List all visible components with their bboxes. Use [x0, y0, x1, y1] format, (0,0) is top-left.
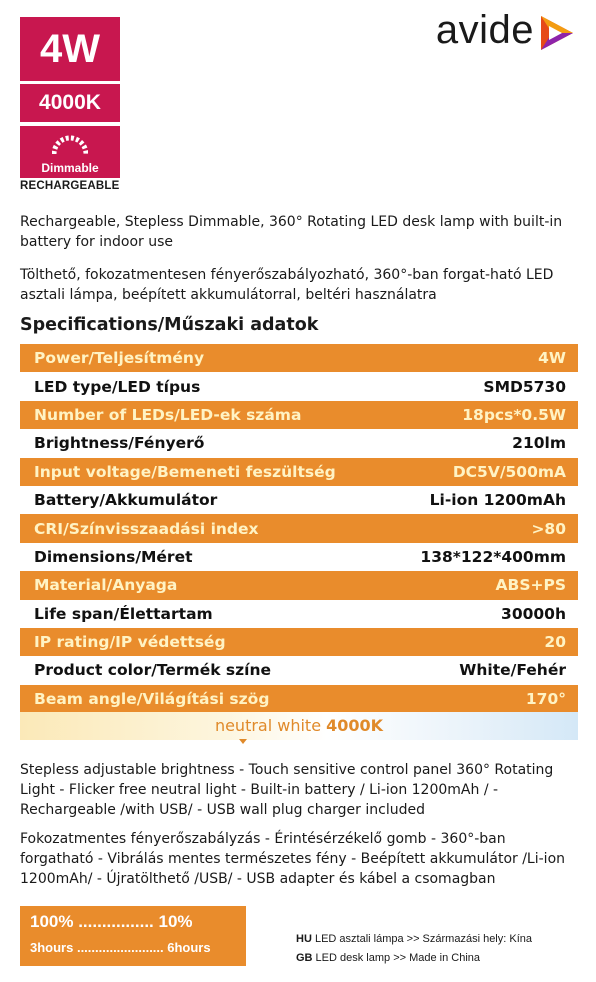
spec-label: CRI/Színvisszaadási index — [34, 519, 259, 538]
dimmer-arc-icon — [52, 132, 88, 156]
runtime-range: 3hours ........................ 6hours — [30, 940, 211, 955]
description-en: Rechargeable, Stepless Dimmable, 360° Rotating LED desk lamp with built-in battery for indoor use — [20, 214, 563, 250]
spec-row — [20, 571, 578, 599]
spec-label: Product color/Termék színe — [34, 661, 272, 680]
light-color-label: neutral white — [214, 716, 327, 735]
spec-value: 20 — [544, 633, 566, 652]
brand-name: avide — [435, 8, 534, 52]
origin-hu — [296, 933, 532, 945]
spec-row — [20, 514, 578, 542]
spec-row — [20, 344, 578, 372]
description-hu: Tölthető, fokozatmentesen fényerőszabályozható, 360°-ban forgat-ható LED asztali lámpa, beépített akkumulátorral, beltéri használatra — [20, 267, 554, 303]
spec-label: Life span/Élettartam — [34, 604, 213, 623]
spec-label: IP rating/IP védettség — [34, 633, 226, 652]
spec-label: Number of LEDs/LED-ek száma — [34, 405, 302, 424]
spec-label: Brightness/Fényerő — [34, 434, 205, 453]
spec-row — [20, 401, 578, 429]
brand-logo — [436, 8, 576, 53]
gb-code: GB — [296, 952, 313, 964]
spec-label: Power/Teljesítmény — [34, 349, 205, 368]
color-temperature-badge: 4000K — [20, 84, 120, 122]
battery-runtime-box — [20, 906, 246, 966]
spec-row — [20, 600, 578, 628]
spec-label: Dimensions/Méret — [34, 547, 193, 566]
gb-origin-text: LED desk lamp >> Made in China — [312, 952, 481, 964]
specifications-title: Specifications/Műszaki adatok — [20, 315, 319, 335]
spec-value: 18pcs*0.5W — [462, 405, 566, 424]
spec-value: Li-ion 1200mAh — [429, 491, 566, 510]
spec-value: 30000h — [501, 604, 566, 623]
spec-row — [20, 656, 578, 684]
spec-value: 170° — [525, 689, 566, 708]
spec-row — [20, 543, 578, 571]
spec-value: 4W — [538, 349, 566, 368]
origin-gb — [296, 952, 480, 964]
spec-row — [20, 372, 578, 400]
light-color-bar — [20, 712, 578, 740]
features-hu: Fokozatmentes fényerőszabályzás - Érintésérzékelő gomb - 360°-ban forgatható - Vibrálás mentes természetes fény - Beépített akkumulátor /Li-ion 1200mAh/ - Újratölthető /USB/ - USB adapter és kábel a csomagban — [20, 831, 566, 887]
spec-label: Battery/Akkumulátor — [34, 491, 218, 510]
wattage-badge: 4W — [20, 17, 120, 81]
spec-row — [20, 628, 578, 656]
specifications-table — [20, 344, 578, 713]
dimmable-badge — [20, 126, 120, 178]
spec-value: White/Fehér — [459, 661, 566, 680]
spec-row — [20, 429, 578, 457]
spec-value: ABS+PS — [495, 576, 566, 595]
brightness-range: 100% ................ 10% — [30, 912, 193, 931]
dimmable-label: Dimmable — [41, 161, 99, 175]
spec-label: Material/Anyaga — [34, 576, 178, 595]
light-color-kelvin: 4000K — [326, 716, 384, 735]
spec-value: DC5V/500mA — [452, 462, 566, 481]
hu-origin-text: LED asztali lámpa >> Származási hely: Kína — [311, 933, 532, 945]
spec-label: Beam angle/Világítási szög — [34, 689, 270, 708]
spec-value: >80 — [531, 519, 566, 538]
spec-label: LED type/LED típus — [34, 377, 201, 396]
spec-label: Input voltage/Bemeneti feszültség — [34, 462, 336, 481]
features-en: Stepless adjustable brightness - Touch sensitive control panel 360° Rotating Light - Flicker free neutral light - Built-in battery / Li-ion 1200mAh / - Rechargeable /with USB/ - USB wall plug charger included — [20, 762, 554, 818]
play-triangle-logo-icon — [538, 13, 576, 53]
spec-row — [20, 685, 578, 713]
spec-value: 210lm — [512, 434, 566, 453]
rechargeable-label: RECHARGEABLE — [20, 180, 120, 192]
color-indicator-marker — [239, 739, 247, 744]
spec-row — [20, 486, 578, 514]
hu-code: HU — [296, 933, 312, 945]
spec-value: SMD5730 — [483, 377, 566, 396]
spec-row — [20, 458, 578, 486]
spec-value: 138*122*400mm — [420, 547, 566, 566]
